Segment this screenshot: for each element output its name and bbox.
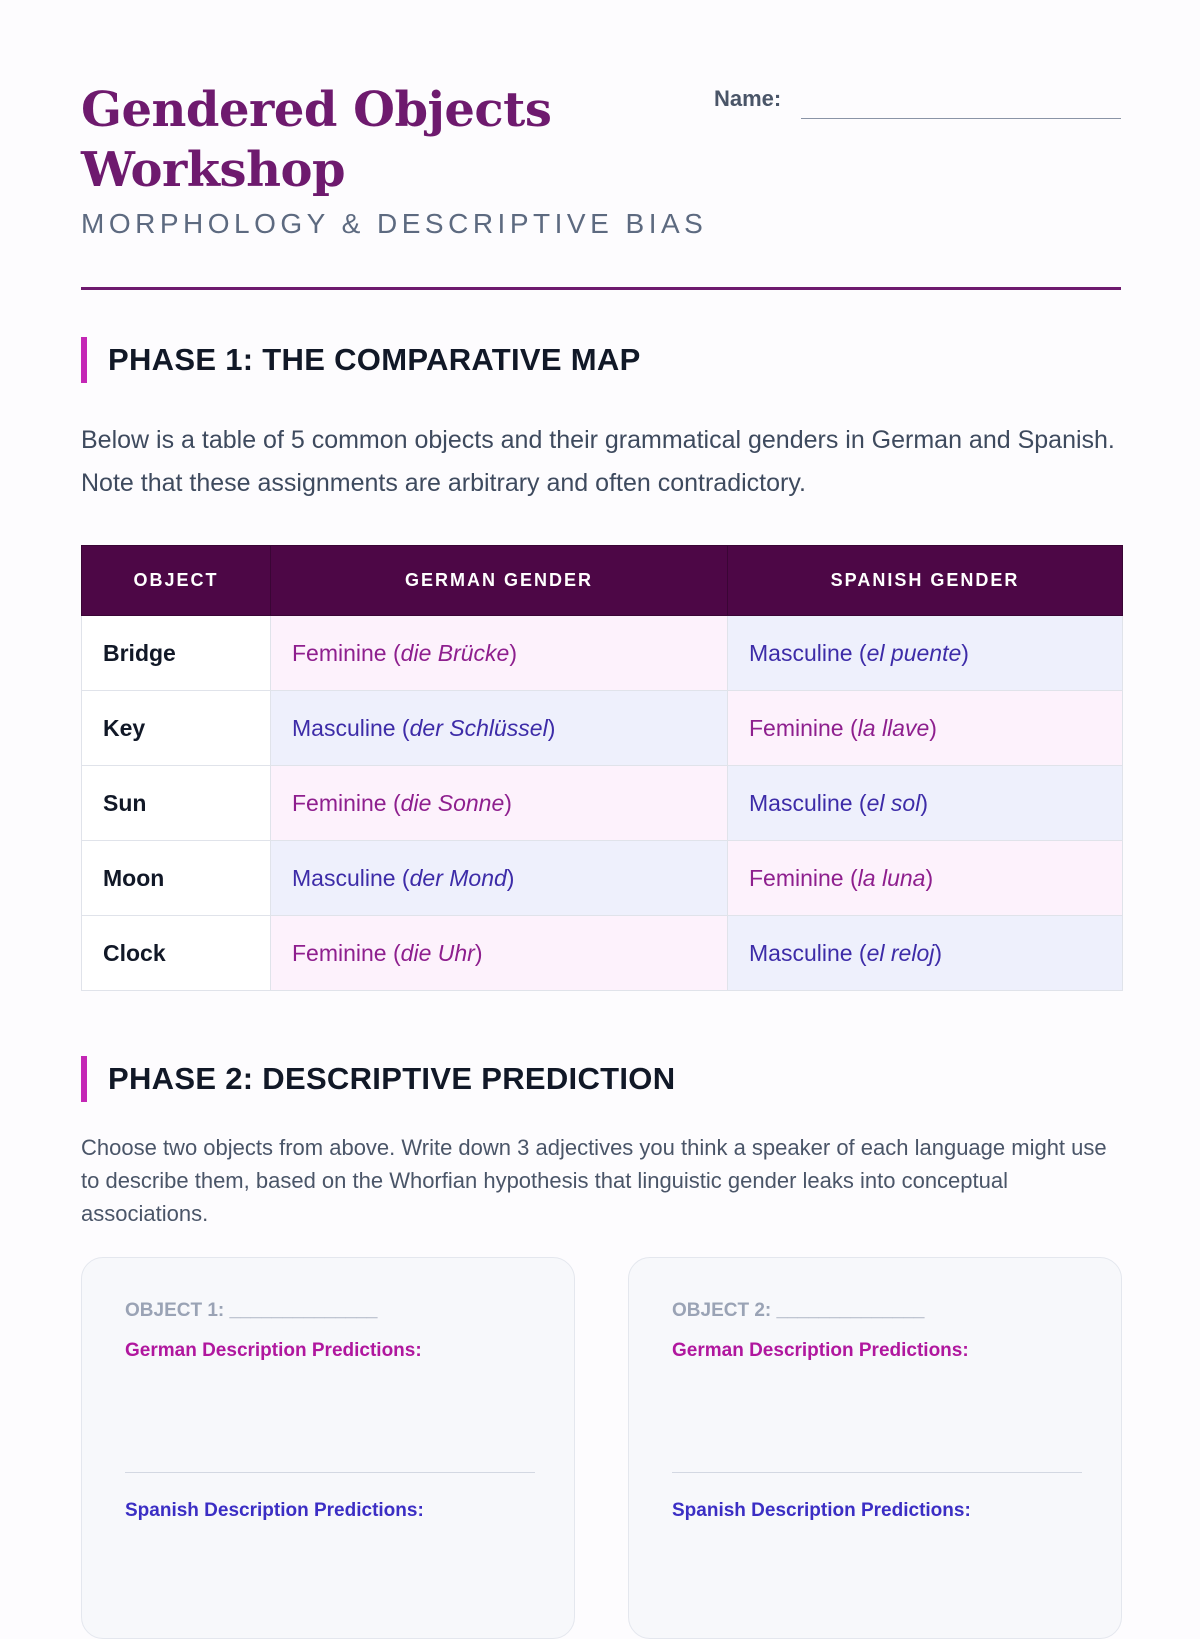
spanish-predictions-label: Spanish Description Predictions: bbox=[125, 1500, 424, 1521]
table-row bbox=[82, 841, 1123, 916]
german-gender-cell: Feminine (die Uhr) bbox=[271, 916, 728, 991]
phase1-intro: Below is a table of 5 common objects and their grammatical genders in German and Spanish. Note that these assignments are arbitrary and often contradictory. bbox=[81, 426, 1115, 497]
spanish-gender-cell: Masculine (el sol) bbox=[728, 766, 1123, 841]
prediction-card-2 bbox=[628, 1257, 1122, 1639]
german-article-word: der Schlüssel bbox=[409, 714, 548, 741]
german-gender-cell: Masculine (der Schlüssel) bbox=[271, 691, 728, 766]
german-article-word: die Uhr bbox=[400, 939, 475, 966]
name-label: Name: bbox=[714, 86, 782, 111]
object-2-field[interactable]: OBJECT 2: ______________ bbox=[672, 1300, 925, 1321]
spanish-article-word: el sol bbox=[866, 789, 921, 816]
table-row bbox=[82, 766, 1123, 841]
spanish-article-word: el puente bbox=[866, 639, 962, 666]
german-gender-label: Feminine bbox=[292, 789, 387, 816]
column-header-object: OBJECT bbox=[82, 546, 271, 616]
spanish-gender-label: Masculine bbox=[749, 939, 853, 966]
german-article-word: der Mond bbox=[409, 864, 507, 891]
german-gender-label: Feminine bbox=[292, 939, 387, 966]
page-subtitle: MORPHOLOGY & DESCRIPTIVE BIAS bbox=[81, 208, 708, 239]
object-cell: Sun bbox=[82, 766, 271, 841]
german-gender-cell: Feminine (die Sonne) bbox=[271, 766, 728, 841]
comparative-map-table bbox=[81, 545, 1123, 991]
object-cell: Bridge bbox=[82, 616, 271, 691]
spanish-gender-cell: Feminine (la llave) bbox=[728, 691, 1123, 766]
phase2-intro: Choose two objects from above. Write down 3 adjectives you think a speaker of each language might use to describe them, based on the Whorfian hypothesis that linguistic gender leaks into conceptual associations. bbox=[81, 1135, 1107, 1226]
german-predictions-line[interactable] bbox=[125, 1472, 535, 1473]
object-cell: Key bbox=[82, 691, 271, 766]
german-gender-label: Masculine bbox=[292, 714, 396, 741]
object-1-field[interactable]: OBJECT 1: ______________ bbox=[125, 1300, 378, 1321]
table-row bbox=[82, 616, 1123, 691]
german-article-word: die Sonne bbox=[400, 789, 505, 816]
german-predictions-label: German Description Predictions: bbox=[672, 1340, 969, 1361]
table-header-row bbox=[82, 546, 1123, 616]
spanish-article-word: la luna bbox=[857, 864, 926, 891]
phase1-heading: PHASE 1: THE COMPARATIVE MAP bbox=[81, 337, 641, 383]
spanish-gender-cell: Masculine (el reloj) bbox=[728, 916, 1123, 991]
german-gender-cell: Feminine (die Brücke) bbox=[271, 616, 728, 691]
german-predictions-line[interactable] bbox=[672, 1472, 1082, 1473]
german-predictions-label: German Description Predictions: bbox=[125, 1340, 422, 1361]
spanish-gender-label: Feminine bbox=[749, 864, 844, 891]
table-row bbox=[82, 916, 1123, 991]
spanish-article-word: el reloj bbox=[866, 939, 935, 966]
prediction-card-1 bbox=[81, 1257, 575, 1639]
spanish-gender-label: Feminine bbox=[749, 714, 844, 741]
german-gender-cell: Masculine (der Mond) bbox=[271, 841, 728, 916]
spanish-gender-label: Masculine bbox=[749, 789, 853, 816]
spanish-article-word: la llave bbox=[857, 714, 930, 741]
header-divider bbox=[81, 287, 1121, 290]
spanish-gender-label: Masculine bbox=[749, 639, 853, 666]
german-article-word: die Brücke bbox=[400, 639, 510, 666]
phase2-heading: PHASE 2: DESCRIPTIVE PREDICTION bbox=[81, 1056, 675, 1102]
object-cell: Moon bbox=[82, 841, 271, 916]
column-header-spanish: SPANISH GENDER bbox=[728, 546, 1123, 616]
german-gender-label: Feminine bbox=[292, 639, 387, 666]
name-field[interactable] bbox=[801, 118, 1121, 119]
column-header-german: GERMAN GENDER bbox=[271, 546, 728, 616]
object-cell: Clock bbox=[82, 916, 271, 991]
spanish-gender-cell: Masculine (el puente) bbox=[728, 616, 1123, 691]
spanish-gender-cell: Feminine (la luna) bbox=[728, 841, 1123, 916]
german-gender-label: Masculine bbox=[292, 864, 396, 891]
spanish-predictions-label: Spanish Description Predictions: bbox=[672, 1500, 971, 1521]
page-title: Gendered Objects Workshop bbox=[81, 82, 552, 198]
table-row bbox=[82, 691, 1123, 766]
